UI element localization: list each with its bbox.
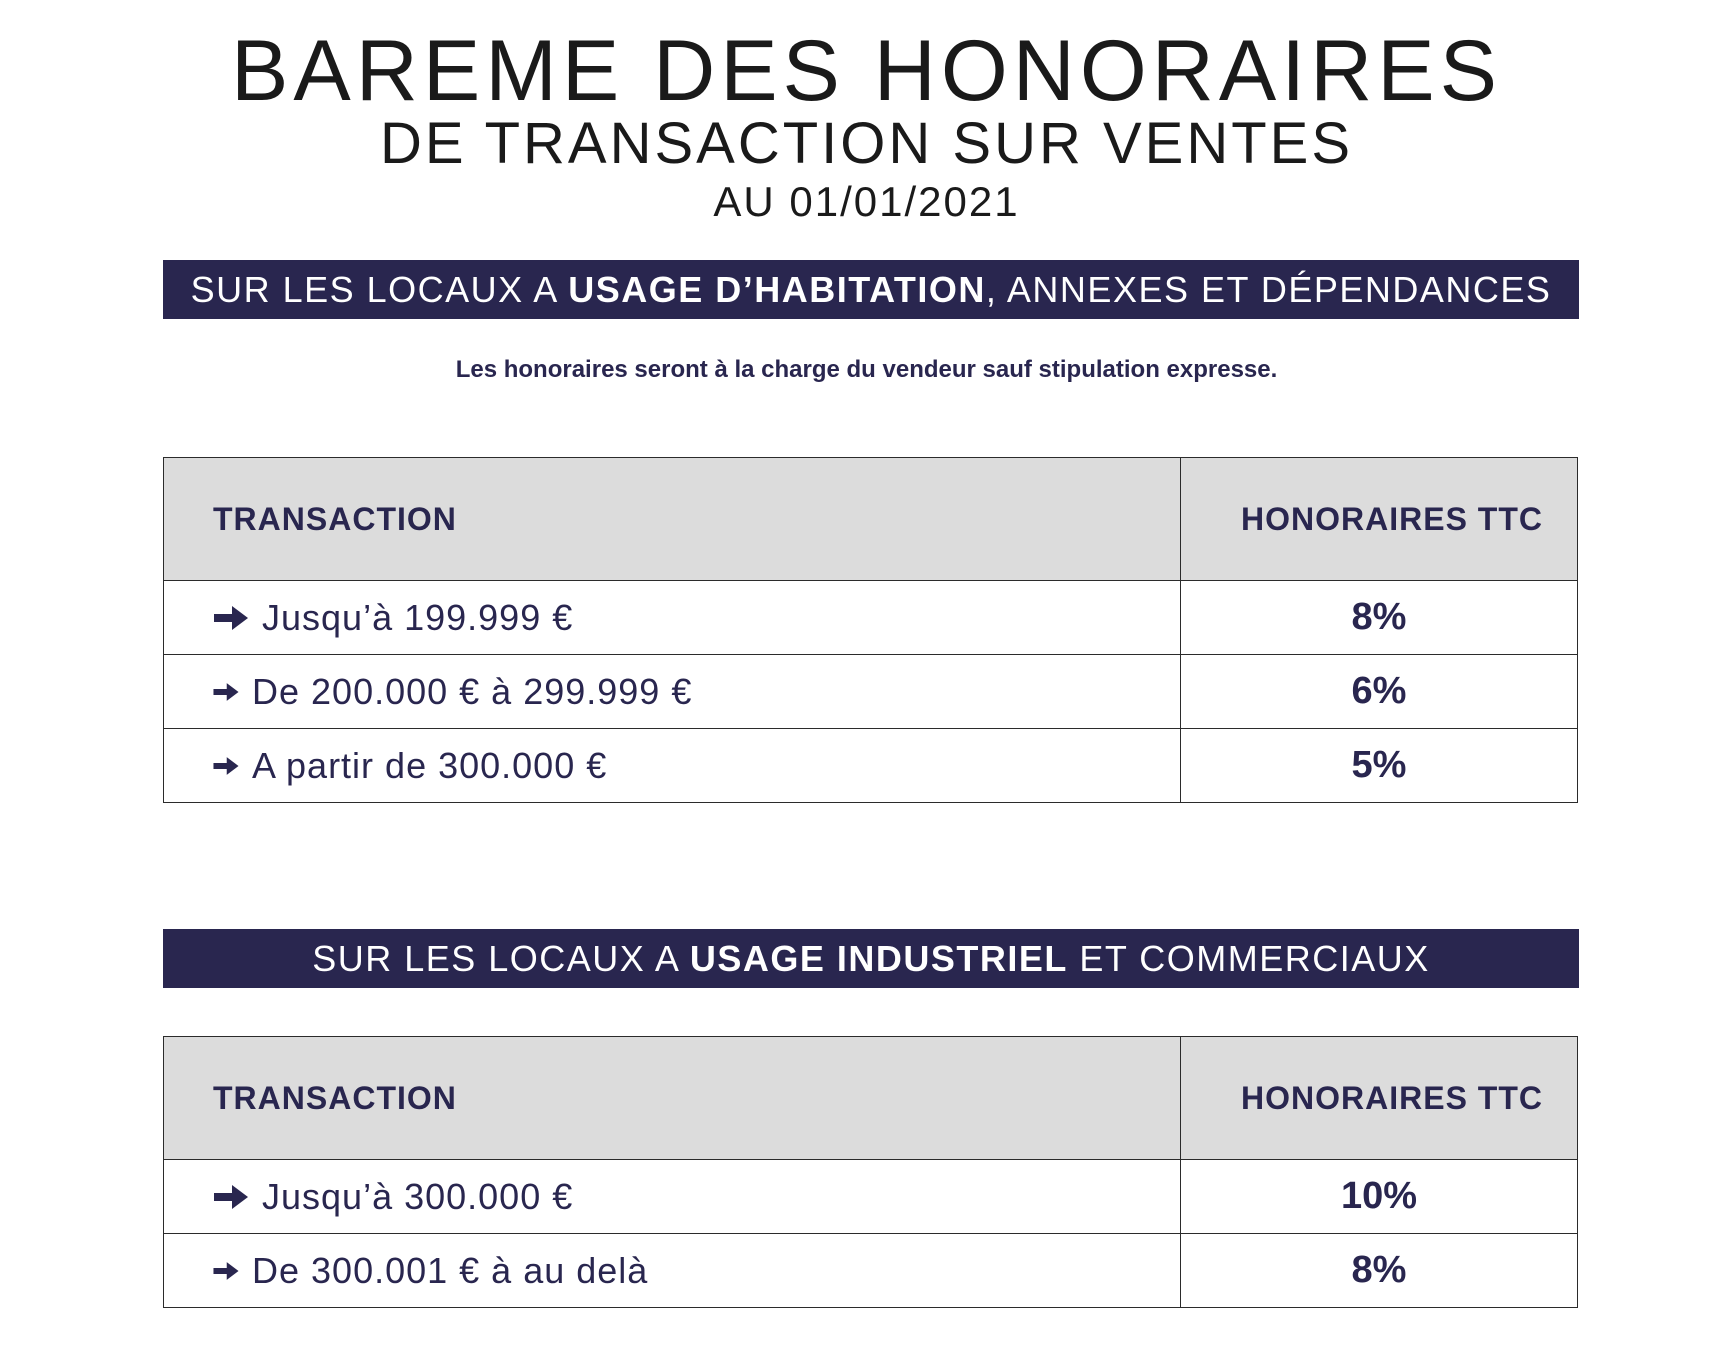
- transaction-cell: [164, 581, 1181, 655]
- effective-date: AU 01/01/2021: [713, 178, 1020, 225]
- fee-payer-note: Les honoraires seront à la charge du vendeur sauf stipulation expresse.: [455, 356, 1278, 383]
- column-header-transaction: TRANSACTION: [164, 458, 1181, 581]
- table-row: [164, 655, 1578, 729]
- table-row: [164, 1160, 1578, 1234]
- table-header-row: [164, 1037, 1578, 1160]
- table-row: [164, 1234, 1578, 1308]
- table-row: [164, 729, 1578, 803]
- banner-text-suffix: ET COMMERCIAUX: [1067, 938, 1430, 979]
- fee-table-industrial: [163, 1036, 1578, 1308]
- page-title: BAREME DES HONORAIRES: [231, 23, 1502, 119]
- fee-percentage: 10%: [1181, 1160, 1578, 1234]
- transaction-cell: [164, 1234, 1181, 1308]
- arrow-right-icon: [212, 603, 250, 633]
- transaction-range: De 300.001 € à au delà: [252, 1249, 649, 1291]
- fee-table-habitation: [163, 457, 1578, 803]
- fee-percentage: 8%: [1181, 581, 1578, 655]
- transaction-range: Jusqu’à 199.999 €: [262, 596, 574, 638]
- transaction-cell: [164, 729, 1181, 803]
- table-row: [164, 581, 1578, 655]
- arrow-right-icon: [212, 754, 240, 778]
- arrow-right-icon: [212, 1182, 250, 1212]
- section-banner-industrial: [163, 929, 1579, 988]
- banner-text-prefix: SUR LES LOCAUX A: [312, 938, 690, 979]
- banner-text-bold: USAGE INDUSTRIEL: [689, 938, 1068, 979]
- transaction-cell: [164, 655, 1181, 729]
- arrow-right-icon: [212, 1259, 240, 1283]
- banner-text-bold: USAGE D’HABITATION: [568, 269, 986, 310]
- arrow-right-icon: [212, 680, 240, 704]
- column-header-fees: HONORAIRES TTC: [1181, 1037, 1578, 1160]
- fee-percentage: 5%: [1181, 729, 1578, 803]
- column-header-transaction: TRANSACTION: [164, 1037, 1181, 1160]
- transaction-cell: [164, 1160, 1181, 1234]
- page-subtitle: DE TRANSACTION SUR VENTES: [379, 111, 1354, 176]
- fee-percentage: 8%: [1181, 1234, 1578, 1308]
- column-header-fees: HONORAIRES TTC: [1181, 458, 1578, 581]
- fee-percentage: 6%: [1181, 655, 1578, 729]
- transaction-range: Jusqu’à 300.000 €: [262, 1175, 574, 1217]
- transaction-range: A partir de 300.000 €: [252, 744, 608, 786]
- table-header-row: [164, 458, 1578, 581]
- banner-text-prefix: SUR LES LOCAUX A: [190, 269, 569, 310]
- banner-text-suffix: , ANNEXES ET DÉPENDANCES: [985, 269, 1552, 310]
- section-banner-habitation: [163, 260, 1579, 319]
- transaction-range: De 200.000 € à 299.999 €: [252, 670, 693, 712]
